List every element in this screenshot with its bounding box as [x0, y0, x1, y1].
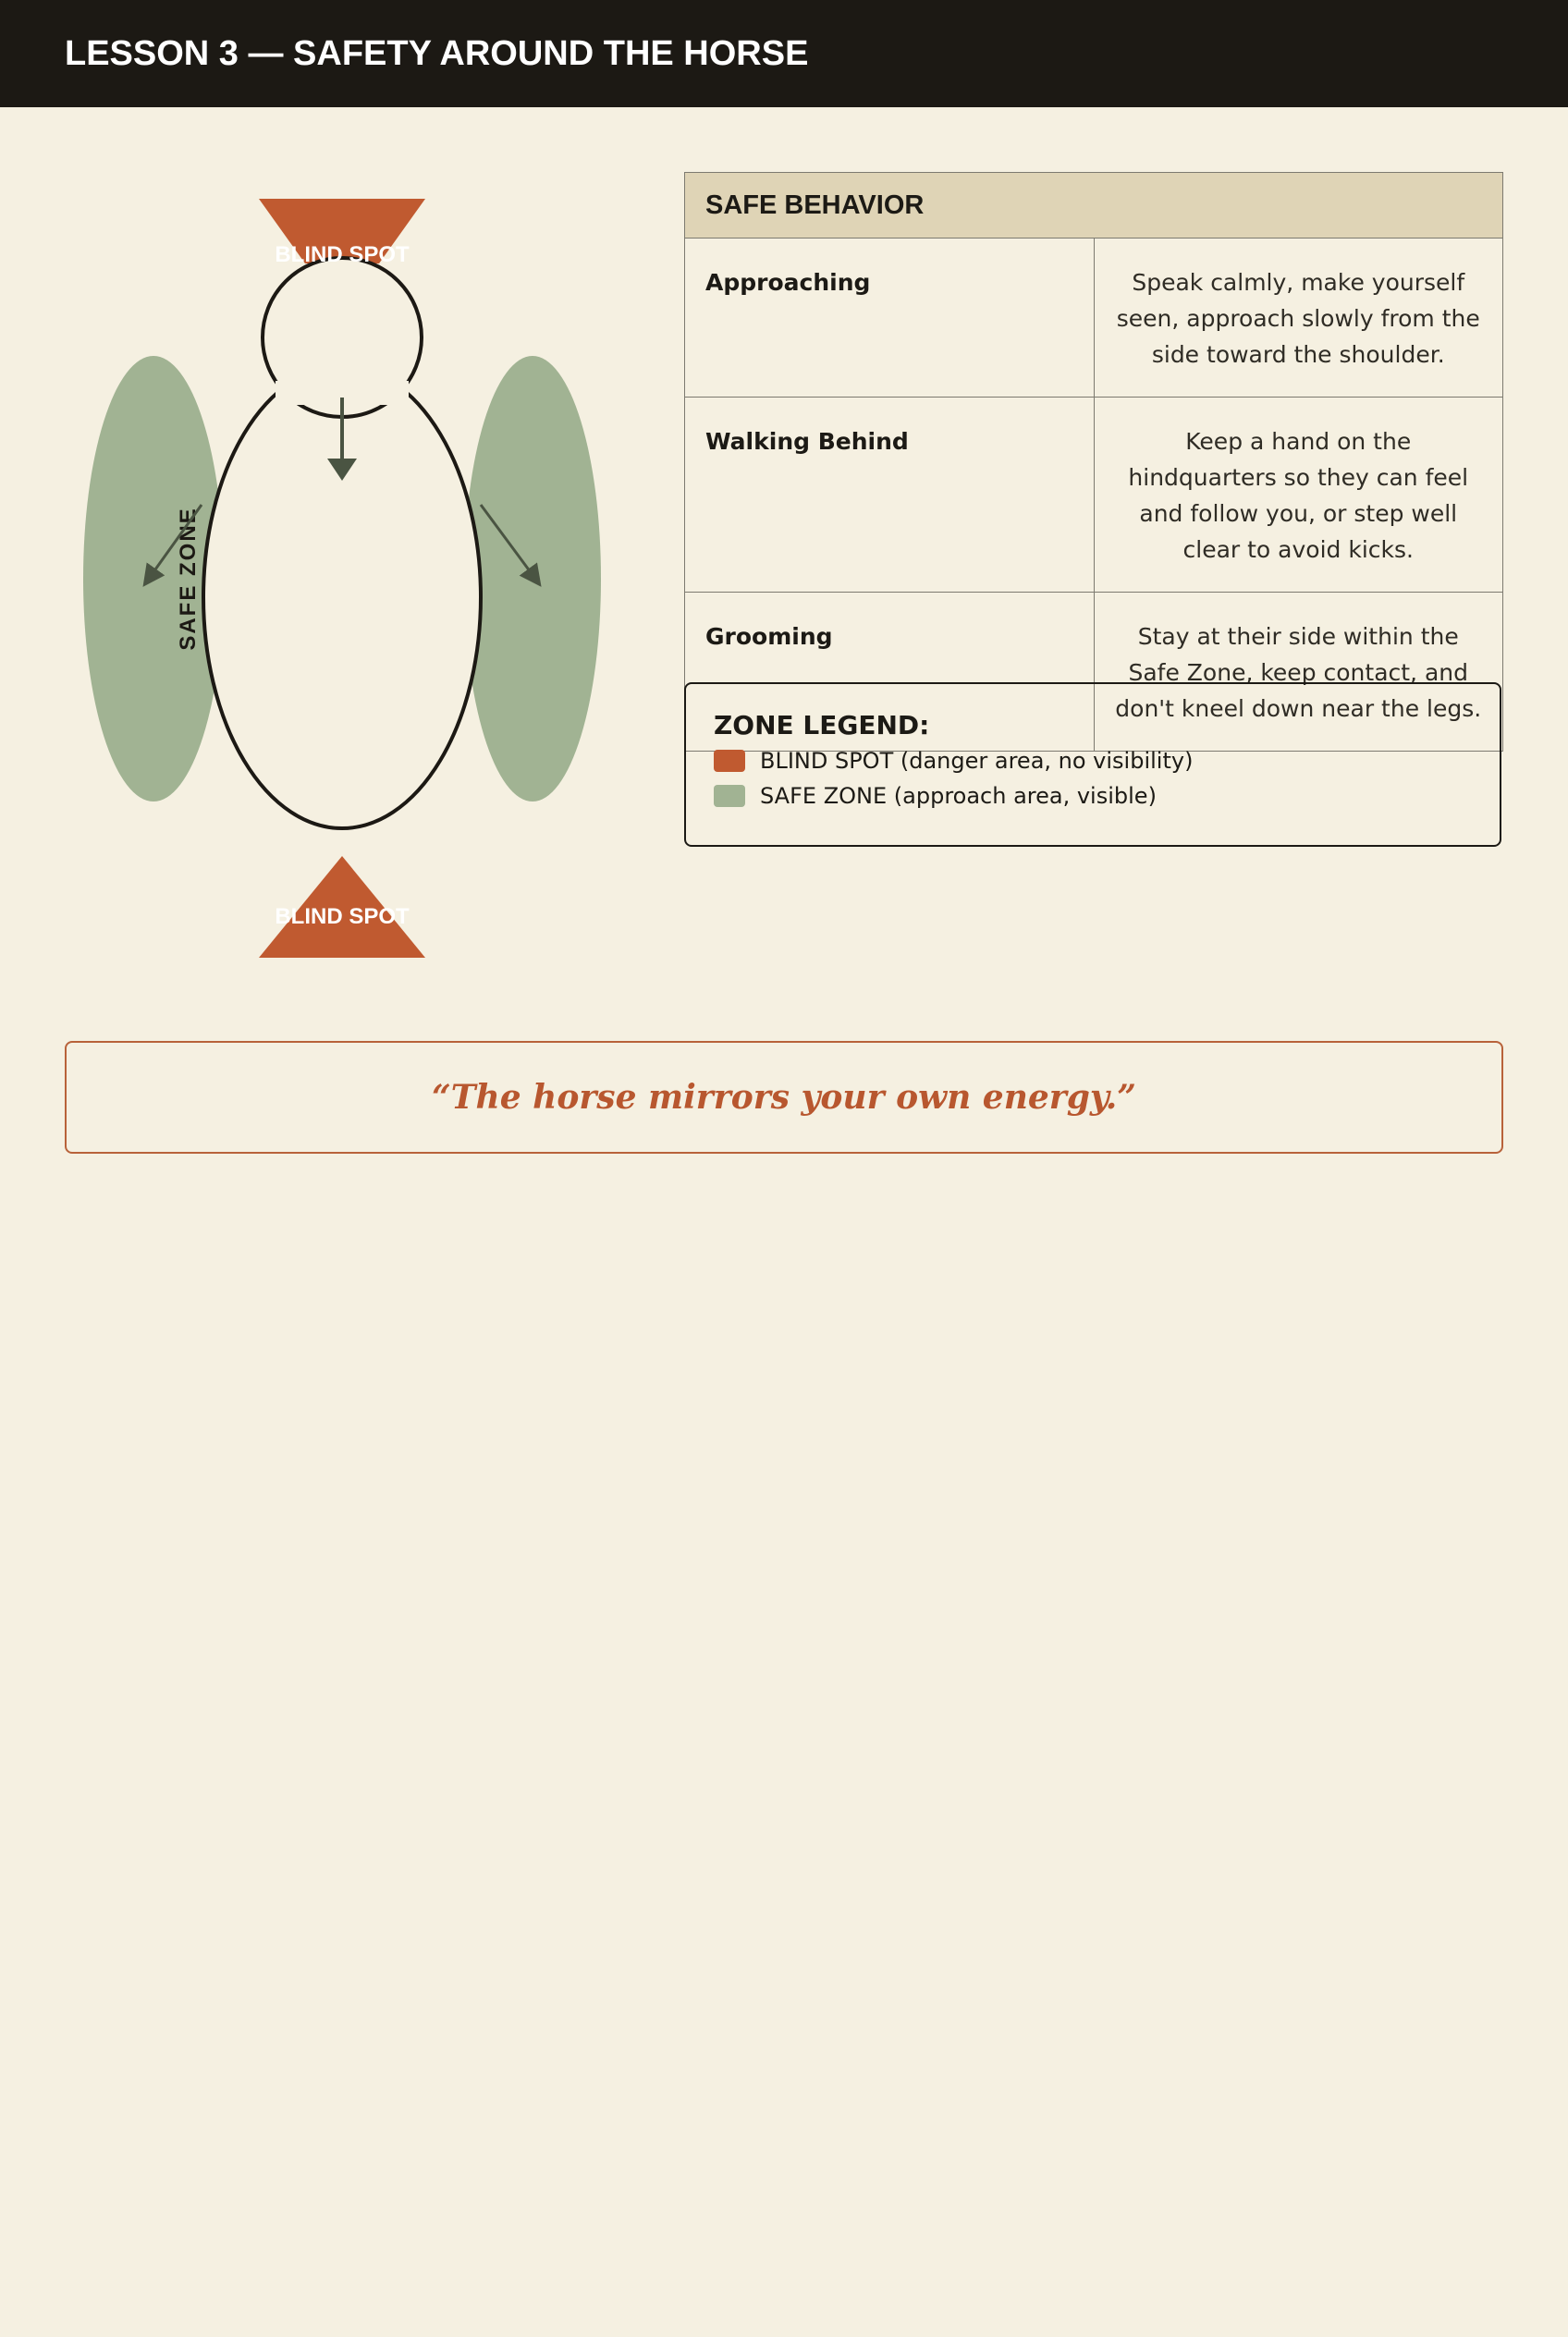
legend-item-blind-spot	[714, 747, 1193, 775]
blind-spot-swatch	[714, 750, 745, 772]
legend-label-safe-zone: SAFE ZONE (approach area, visible)	[760, 783, 1157, 809]
safe-zone-label: SAFE ZONE	[176, 507, 201, 651]
legend-item-safe-zone	[714, 782, 1157, 810]
behavior-label-walking-behind: Walking Behind	[685, 398, 1095, 593]
behavior-description-approaching: Speak calmly, make yourself seen, approach slowly from the side toward the shoulder.	[1094, 239, 1503, 398]
behavior-description-grooming: Stay at their side within the Safe Zone, keep contact, and don't kneel down near the legs.	[1094, 593, 1503, 752]
table-row	[685, 398, 1503, 593]
safe-behavior-table	[684, 172, 1503, 752]
quote-text: “The horse mirrors your own energy.”	[432, 1078, 1136, 1117]
behavior-label-approaching: Approaching	[685, 239, 1095, 398]
horse-diagram-svg	[0, 107, 684, 1032]
table-header: SAFE BEHAVIOR	[685, 173, 1503, 239]
table-row	[685, 239, 1503, 398]
zone-legend	[684, 682, 1501, 847]
page-header	[0, 0, 1568, 107]
legend-label-blind-spot: BLIND SPOT (danger area, no visibility)	[760, 748, 1194, 774]
horse-safety-diagram	[0, 107, 684, 1032]
quote-box	[65, 1041, 1503, 1154]
safe-zone-right	[464, 356, 601, 801]
table-header-row	[685, 173, 1503, 239]
safe-zone-swatch	[714, 785, 745, 807]
legend-title: ZONE LEGEND:	[714, 710, 930, 740]
blind-spot-front-label: BLIND SPOT	[275, 242, 410, 267]
behavior-label-grooming: Grooming	[685, 593, 1095, 752]
page-title: LESSON 3 — SAFETY AROUND THE HORSE	[65, 34, 809, 73]
blind-spot-rear-label: BLIND SPOT	[275, 904, 410, 929]
behavior-description-walking-behind: Keep a hand on the hindquarters so they can feel and follow you, or step well clear to avoid kicks.	[1094, 398, 1503, 593]
